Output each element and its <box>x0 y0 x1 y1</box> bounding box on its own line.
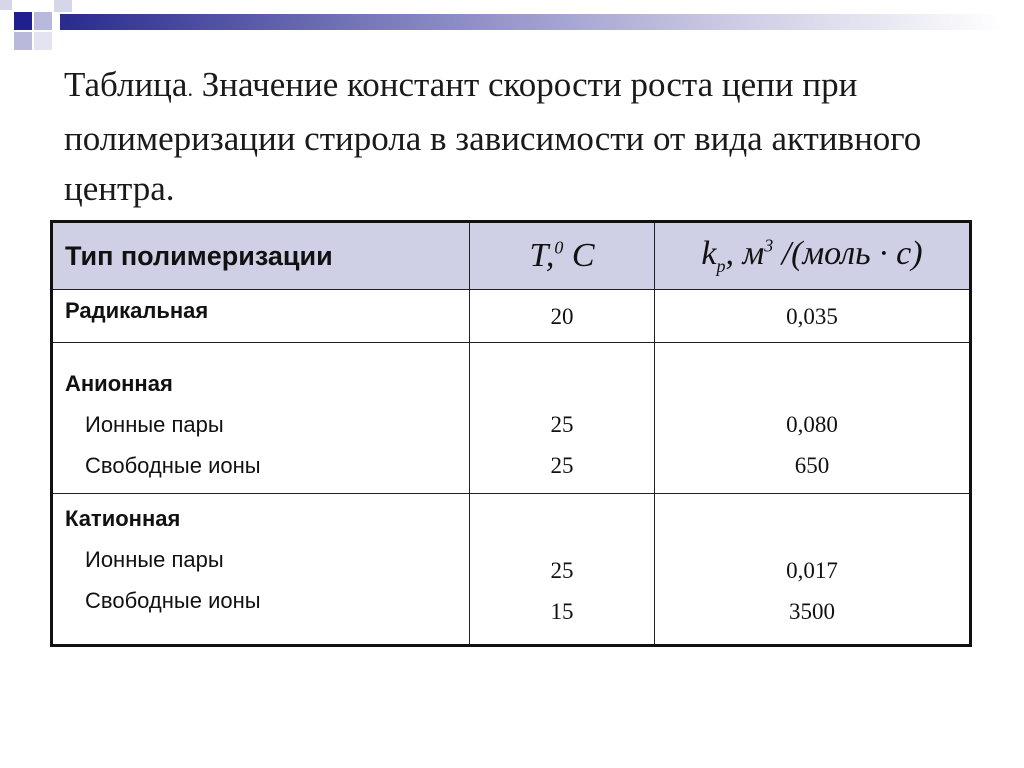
title-dot: . <box>187 76 193 101</box>
cell-temperature: 25 25 <box>470 343 655 494</box>
group-name: Катионная <box>65 506 181 531</box>
subtype-name: Ионные пары <box>85 547 224 572</box>
header-temperature: T,$^0$ C <box>470 222 655 290</box>
title-prefix: Таблица <box>64 65 188 104</box>
cell-type <box>52 343 470 494</box>
subtype-name: Свободные ионы <box>85 588 261 613</box>
table-row <box>52 494 971 646</box>
group-name: Радикальная <box>65 298 209 323</box>
header-gradient-bar <box>60 14 1005 30</box>
header-type: Тип полимеризации <box>52 222 470 290</box>
table-header-row <box>52 222 971 290</box>
group-name: Анионная <box>65 371 173 396</box>
table-row <box>52 343 971 494</box>
cell-rate-constant: 0,035 <box>655 290 971 343</box>
cell-rate-constant: 0,080 650 <box>655 343 971 494</box>
slide-decoration <box>0 0 80 60</box>
cell-temperature: 20 <box>470 290 655 343</box>
cell-type <box>52 290 470 343</box>
rate-constants-table <box>50 220 972 647</box>
slide-title <box>64 60 964 214</box>
subtype-name: Свободные ионы <box>85 453 261 478</box>
title-text: Значение констант скорости роста цепи при полимеризации стирола в зависимости от вида активного центра. <box>64 65 922 208</box>
cell-rate-constant: 0,017 3500 <box>655 494 971 646</box>
header-rate-constant: $k_p$, $м^3$ /(моль · с) <box>655 222 971 290</box>
subtype-name: Ионные пары <box>85 412 224 437</box>
cell-temperature: 25 15 <box>470 494 655 646</box>
table-row <box>52 290 971 343</box>
cell-type <box>52 494 470 646</box>
